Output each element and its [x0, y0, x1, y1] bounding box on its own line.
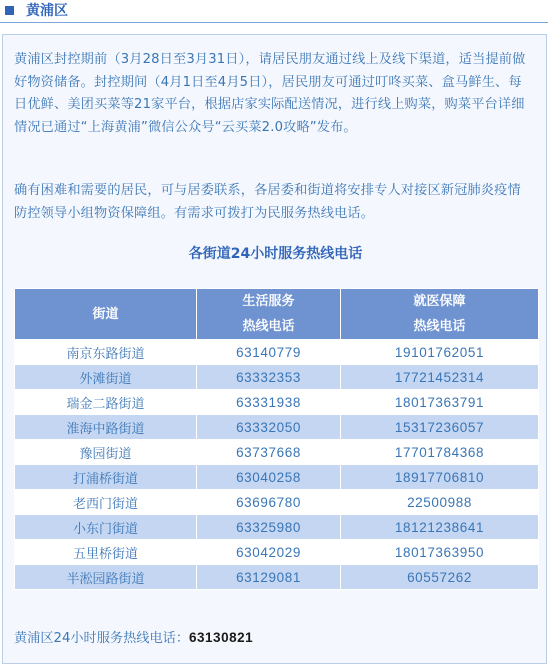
- section-title: 黄浦区: [26, 3, 68, 19]
- intro-paragraph-1: 黄浦区封控期前（3月28日至3月31日），请居民朋友通过线上及线下渠道，适当提前做好物资储备。封控期间（4月1日至4月5日），居民朋友可通过叮咚买菜、盒马鲜生、每日优鲜、美团买菜等21家平台，根据店家实际配送情况，进行线上购菜，购菜平台详细情况已通过“上海黄浦”微信公众号“云买菜2.0攻略”发布。: [14, 52, 526, 135]
- medical-phone: 15317236057: [341, 415, 539, 440]
- district-hotline: [14, 627, 253, 650]
- column-header-life-line1: 生活服务: [242, 294, 295, 309]
- table-row: [15, 365, 539, 390]
- table-title: 各街道24小时服务热线电话: [188, 246, 363, 262]
- medical-phone: 19101762051: [341, 340, 539, 365]
- street-name: 半淞园路街道: [15, 565, 197, 590]
- district-hotline-number: 63130821: [189, 630, 254, 645]
- life-service-phone: 63140779: [197, 340, 341, 365]
- table-row: [15, 565, 539, 590]
- table-row: [15, 490, 539, 515]
- medical-phone: 18017363950: [341, 540, 539, 565]
- table-row: [15, 340, 539, 365]
- life-service-phone: 63042029: [197, 540, 341, 565]
- life-service-phone: 63737668: [197, 440, 341, 465]
- intro-paragraph-2: 确有困难和需要的居民，可与居委联系，各居委和街道将安排专人对接区新冠肺炎疫情防控领导小组物资保障组。有需求可拨打为民服务热线电话。: [14, 183, 521, 221]
- table-row: [15, 390, 539, 415]
- life-service-phone: 63696780: [197, 490, 341, 515]
- column-header-life-service: [197, 289, 341, 340]
- table-row: [15, 465, 539, 490]
- table-row: [15, 440, 539, 465]
- street-name: 外滩街道: [15, 365, 197, 390]
- column-header-medical-line2: 热线电话: [413, 319, 466, 334]
- life-service-phone: 63331938: [197, 390, 341, 415]
- street-name: 瑞金二路街道: [15, 390, 197, 415]
- square-bullet-icon: [5, 6, 14, 15]
- hotline-table: [14, 288, 539, 590]
- life-service-phone: 63332353: [197, 365, 341, 390]
- section-header: [0, 0, 550, 24]
- life-service-phone: 63040258: [197, 465, 341, 490]
- medical-phone: 17701784368: [341, 440, 539, 465]
- medical-phone: 22500988: [341, 490, 539, 515]
- medical-phone: 18121238641: [341, 515, 539, 540]
- column-header-street: 街道: [15, 289, 197, 340]
- medical-phone: 17721452314: [341, 365, 539, 390]
- column-header-medical: [341, 289, 539, 340]
- street-name: 南京东路街道: [15, 340, 197, 365]
- medical-phone: 18017363791: [341, 390, 539, 415]
- table-header-row: [15, 289, 539, 340]
- table-row: [15, 515, 539, 540]
- street-name: 五里桥街道: [15, 540, 197, 565]
- column-header-life-line2: 热线电话: [242, 319, 295, 334]
- street-name: 打浦桥街道: [15, 465, 197, 490]
- life-service-phone: 63325980: [197, 515, 341, 540]
- street-name: 淮海中路街道: [15, 415, 197, 440]
- column-header-medical-line1: 就医保障: [413, 294, 466, 309]
- header-divider: [0, 22, 548, 23]
- street-name: 小东门街道: [15, 515, 197, 540]
- street-name: 老西门街道: [15, 490, 197, 515]
- life-service-phone: 63332050: [197, 415, 341, 440]
- medical-phone: 18917706810: [341, 465, 539, 490]
- medical-phone: 60557262: [341, 565, 539, 590]
- table-row: [15, 415, 539, 440]
- table-row: [15, 540, 539, 565]
- district-hotline-label: 黄浦区24小时服务热线电话：: [14, 631, 190, 646]
- life-service-phone: 63129081: [197, 565, 341, 590]
- content-panel: [2, 34, 547, 664]
- street-name: 豫园街道: [15, 440, 197, 465]
